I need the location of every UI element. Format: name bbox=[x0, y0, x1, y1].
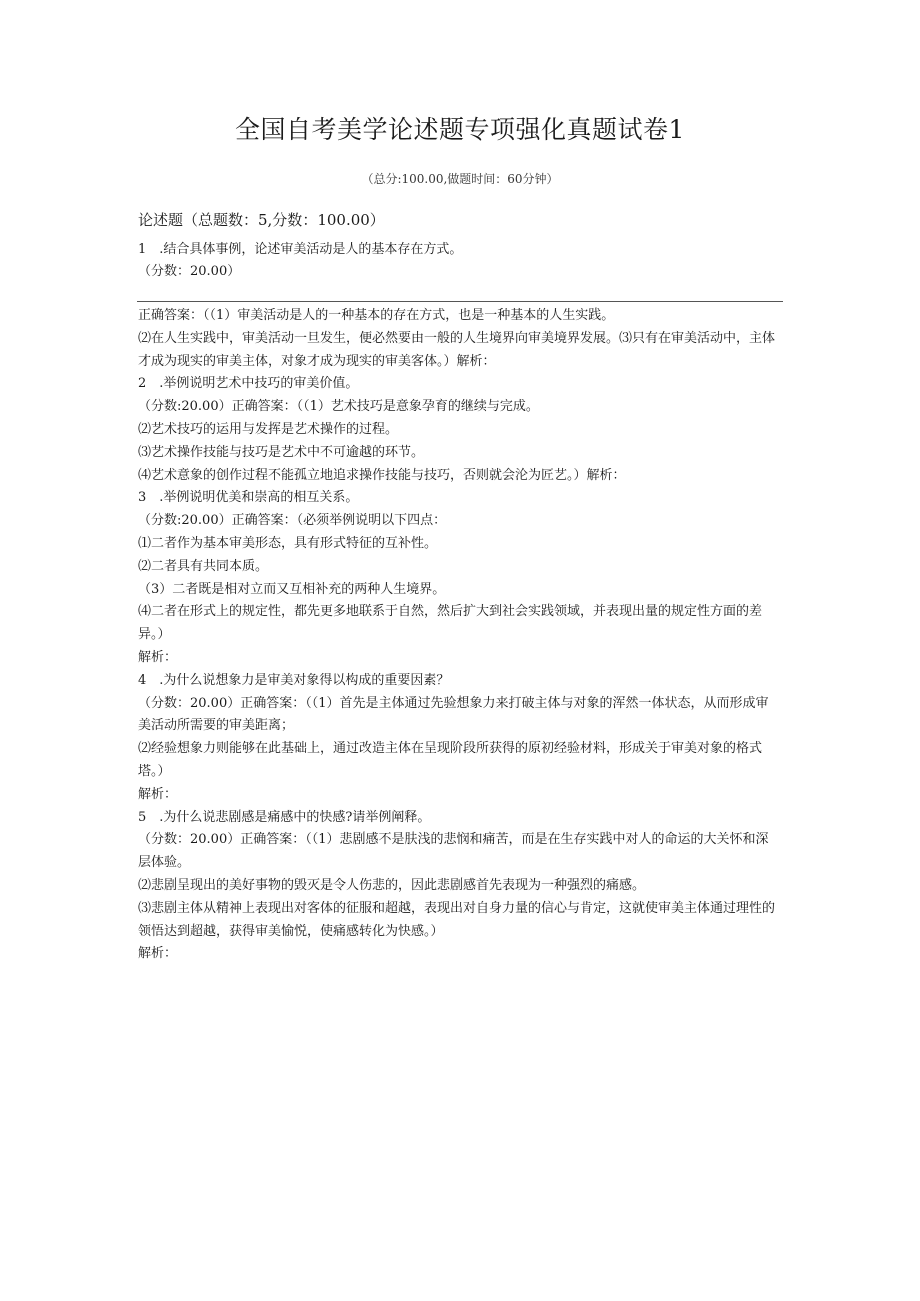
text-line: ⑷艺术意象的创作过程不能孤立地追求操作技能与技巧，否则就会沦为匠艺。）解析： bbox=[138, 467, 626, 483]
text-line: （分数：20.00）正确答案：（（1）悲剧感不是肤浅的悲悯和痛苦，而是在生存实践中对人的命运的大关怀和深 bbox=[138, 832, 769, 848]
text-line: 美活动所需要的审美距离； bbox=[138, 718, 295, 734]
answer-body bbox=[138, 305, 784, 966]
document-subtitle: （总分:100.00,做题时间：60分钟） bbox=[361, 172, 559, 186]
text-line: ⑵悲剧呈现出的美好事物的毁灭是令人伤悲的，因此悲剧感首先表现为一种强烈的痛感。 bbox=[138, 877, 646, 893]
text-line: 异。） bbox=[138, 627, 171, 643]
question-1-prompt: 1 .结合具体事例，论述审美活动是人的基本存在方式。 bbox=[138, 242, 463, 257]
text-line: （3）二者既是相对立而又互相补充的两种人生境界。 bbox=[138, 581, 446, 597]
text-line: 解析： bbox=[138, 649, 178, 665]
section-header: 论述题（总题数：5,分数：100.00） bbox=[138, 211, 385, 229]
text-line: ⑵经验想象力则能够在此基础上，通过改造主体在呈现阶段所获得的原初经验材料，形成关于审美对象的格式 bbox=[138, 741, 763, 757]
text-line: 3 .举例说明优美和崇高的相互关系。 bbox=[138, 490, 359, 506]
text-line: 4 .为什么说想象力是审美对象得以构成的重要因素？ bbox=[138, 672, 450, 688]
text-line: ⑴二者作为基本审美形态，具有形式特征的互补性。 bbox=[138, 535, 438, 551]
text-line: （分数:20.00）正确答案：（（1）艺术技巧是意象孕育的继续与完成。 bbox=[138, 399, 539, 415]
text-line: （分数:20.00）正确答案：（必须举例说明以下四点： bbox=[138, 513, 447, 529]
text-line: 领悟达到超越，获得审美愉悦，使痛感转化为快感。） bbox=[138, 923, 444, 939]
text-line: 才成为现实的审美主体，对象才成为现实的审美客体。）解析： bbox=[138, 353, 496, 369]
text-line: ⑵艺术技巧的运用与发挥是艺术操作的过程。 bbox=[138, 421, 399, 437]
text-line: 解析： bbox=[138, 786, 178, 802]
text-line: 2 .举例说明艺术中技巧的审美价值。 bbox=[138, 376, 359, 392]
text-line: ⑵在人生实践中，审美活动一旦发生，便必然要由一般的人生境界向审美境界发展。⑶只有在审美活动中，主体 bbox=[138, 330, 776, 346]
answer-divider bbox=[137, 301, 783, 302]
text-line: 层体验。 bbox=[138, 855, 191, 871]
text-line: ⑶悲剧主体从精神上表现出对客体的征服和超越，表现出对自身力量的信心与肯定，这就使审美主体通过理性的 bbox=[138, 900, 776, 916]
text-line: ⑶艺术操作技能与技巧是艺术中不可逾越的环节。 bbox=[138, 444, 425, 460]
document-title: 全国自考美学论述题专项强化真题试卷1 bbox=[235, 115, 685, 144]
question-1-score: （分数：20.00） bbox=[138, 264, 241, 279]
text-line: 正确答案：（（1）审美活动是人的一种基本的存在方式，也是一种基本的人生实践。 bbox=[138, 308, 615, 323]
text-line: （分数：20.00）正确答案：（（1）首先是主体通过先验想象力来打破主体与对象的浑然一体状态，从而形成审 bbox=[138, 695, 769, 711]
text-line: 5 .为什么说悲剧感是痛感中的快感?请举例阐释。 bbox=[138, 809, 431, 825]
text-line: 塔。） bbox=[138, 763, 171, 779]
text-line: ⑵二者具有共同本质。 bbox=[138, 558, 269, 574]
text-line: 解析： bbox=[138, 946, 178, 962]
text-line: ⑷二者在形式上的规定性，都先更多地联系于自然，然后扩大到社会实践领域，并表现出量的规定性方面的差 bbox=[138, 604, 763, 620]
